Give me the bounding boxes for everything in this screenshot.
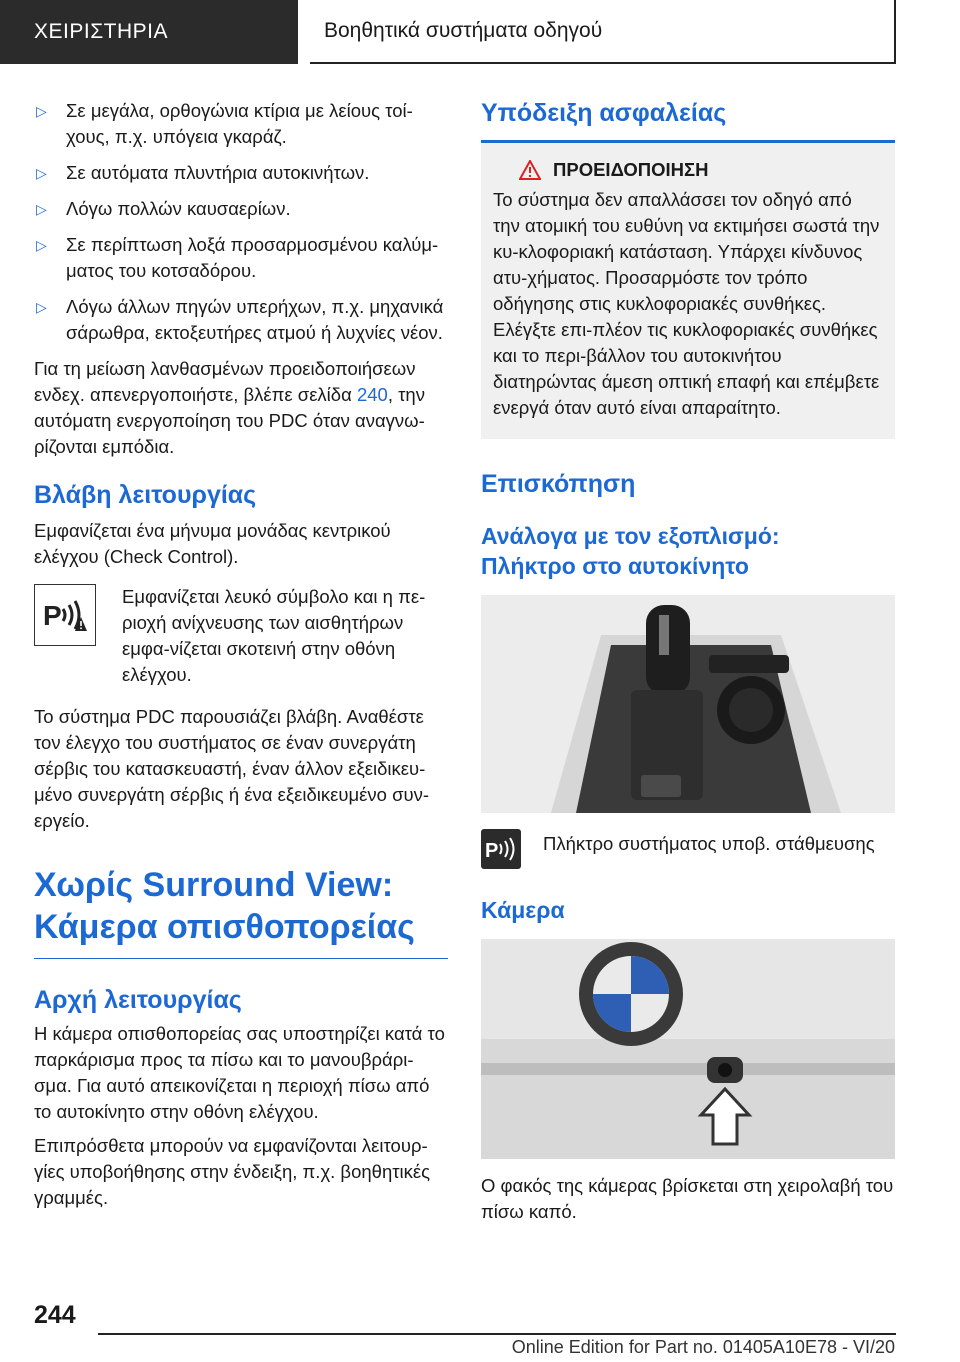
pdc-button-caption: Πλήκτρο συστήματος υποβ. στάθμευσης xyxy=(543,833,875,854)
fault-text: Εμφανίζεται ένα μήνυμα μονάδας κεντρικού ελέγχου (Check Control). xyxy=(34,520,391,567)
triangle-bullet-icon: ▷ xyxy=(36,237,47,253)
warning-box xyxy=(481,143,895,439)
page-link[interactable]: 240 xyxy=(356,384,388,405)
right-column xyxy=(481,98,895,1225)
pdc-fault-icon xyxy=(34,584,96,646)
list-item: ▷ Λόγω πολλών καυσαερίων. xyxy=(34,196,448,222)
principle-paragraph-1: Η κάμερα οπισθοπορείας σας υποστηρίζει κατά το παρκάρισμα προς τα πίσω και το μανουβράρι-σμα. Για αυτό απεικονίζεται η περιοχή πίσω από το αυτοκίνητο στην οθόνη ελέγχου. xyxy=(34,1023,445,1122)
equipment-heading-2: Πλήκτρο στο αυτοκίνητο xyxy=(481,553,749,579)
header-section-tab: ΧΕΙΡΙΣΤΗΡΙΑ xyxy=(0,0,298,64)
main-heading: Χωρίς Surround View: Κάμερα οπισθοπορείας xyxy=(34,864,448,959)
triangle-bullet-icon: ▷ xyxy=(36,201,47,217)
list-item: ▷ Λόγω άλλων πηγών υπερήχων, π.χ. μηχανικά σάρωθρα, εκτοξευτήρες ατμού ή λυχνίες νέον. xyxy=(34,294,448,346)
triangle-bullet-icon: ▷ xyxy=(36,299,47,315)
warning-text: Το σύστημα δεν απαλλάσσει τον οδηγό από την ατομική του ευθύνη να εκτιμήσει σωστά την κυ-κλοφοριακή κατάσταση. Υπάρχει κίνδυνος ατυ-χήματος. Προσαρμόστε τον τρόπο οδήγησης στις κυκλοφοριακές συνθήκες. Ελέγξτε επι-πλέον τις κυκλοφοριακές συνθήκες και το περι-βάλλον του αυτοκινήτου διατηρώντας άμεση οπτική επαφή και επέμβετε ενεργά όταν αυτό είναι απαραίτητο. xyxy=(493,189,880,418)
triangle-bullet-icon: ▷ xyxy=(36,165,47,181)
deactivate-paragraph: Για τη μείωση λανθασμένων προειδοποιήσεων ενδεχ. απενεργοποιήστε, βλέπε σελίδα 240, την αυτόματη ενεργοποίηση του PDC όταν αναγνω-ρίζονται εμπόδια. xyxy=(34,358,425,457)
safety-heading: Υπόδειξη ασφαλείας xyxy=(481,98,895,143)
left-column xyxy=(34,98,448,1211)
warning-triangle-icon xyxy=(519,160,541,180)
fault-heading: Βλάβη λειτουργίας xyxy=(34,481,257,509)
fault-paragraph: Το σύστημα PDC παρουσιάζει βλάβη. Αναθέστε τον έλεγχο του συστήματος σε έναν συνεργάτη σέρβις του κατασκευαστή, έναν άλλον εξειδικευ-μένο συνεργάτη σέρβις ή ένα εξειδικευμένο συν-εργείο. xyxy=(34,706,430,831)
page-number: 244 xyxy=(34,1301,76,1329)
equipment-heading-1: Ανάλογα με τον εξοπλισμό: xyxy=(481,523,780,549)
camera-heading: Κάμερα xyxy=(481,897,565,923)
pdc-fault-icon-text: Εμφανίζεται λευκό σύμβολο και η πε-ριοχή ανίχνευσης των αισθητήρων εμφα-νίζεται σκοτεινή στην οθόνη ελέγχου. xyxy=(122,586,426,685)
svg-text:P: P xyxy=(485,840,499,862)
footer-divider xyxy=(98,1333,896,1335)
pdc-button-row xyxy=(481,829,895,869)
svg-text:P: P xyxy=(43,600,62,631)
list-item: ▷ Σε μεγάλα, ορθογώνια κτίρια με λείους τοί-χους, π.χ. υπόγεια γκαράζ. xyxy=(34,98,448,150)
footer-edition: Online Edition for Part no. 01405A10E78 - VI/20 xyxy=(511,1337,895,1357)
principle-heading: Αρχή λειτουργίας xyxy=(34,986,242,1014)
header-chapter-title: Βοηθητικά συστήματα οδηγού xyxy=(310,0,896,64)
warning-title: ΠΡΟΕΙΔΟΠΟΙΗΣΗ xyxy=(553,159,709,180)
list-item: ▷ Σε περίπτωση λοξά προσαρμοσμένου καλύμ-ματος του κοτσαδόρου. xyxy=(34,232,448,284)
overview-heading: Επισκόπηση xyxy=(481,470,636,498)
pdc-fault-row xyxy=(34,584,448,688)
list-item: ▷ Σε αυτόματα πλυντήρια αυτοκινήτων. xyxy=(34,160,448,186)
console-photo xyxy=(481,595,895,813)
camera-photo xyxy=(481,939,895,1159)
parking-assist-button-icon xyxy=(481,829,521,869)
camera-caption: Ο φακός της κάμερας βρίσκεται στη χειρολαβή του πίσω καπό. xyxy=(481,1175,894,1222)
triangle-bullet-icon: ▷ xyxy=(36,103,47,119)
principle-paragraph-2: Επιπρόσθετα μπορούν να εμφανίζονται λειτουρ-γίες υποβοήθησης στην ένδειξη, π.χ. βοηθητικές γραμμές. xyxy=(34,1135,431,1208)
